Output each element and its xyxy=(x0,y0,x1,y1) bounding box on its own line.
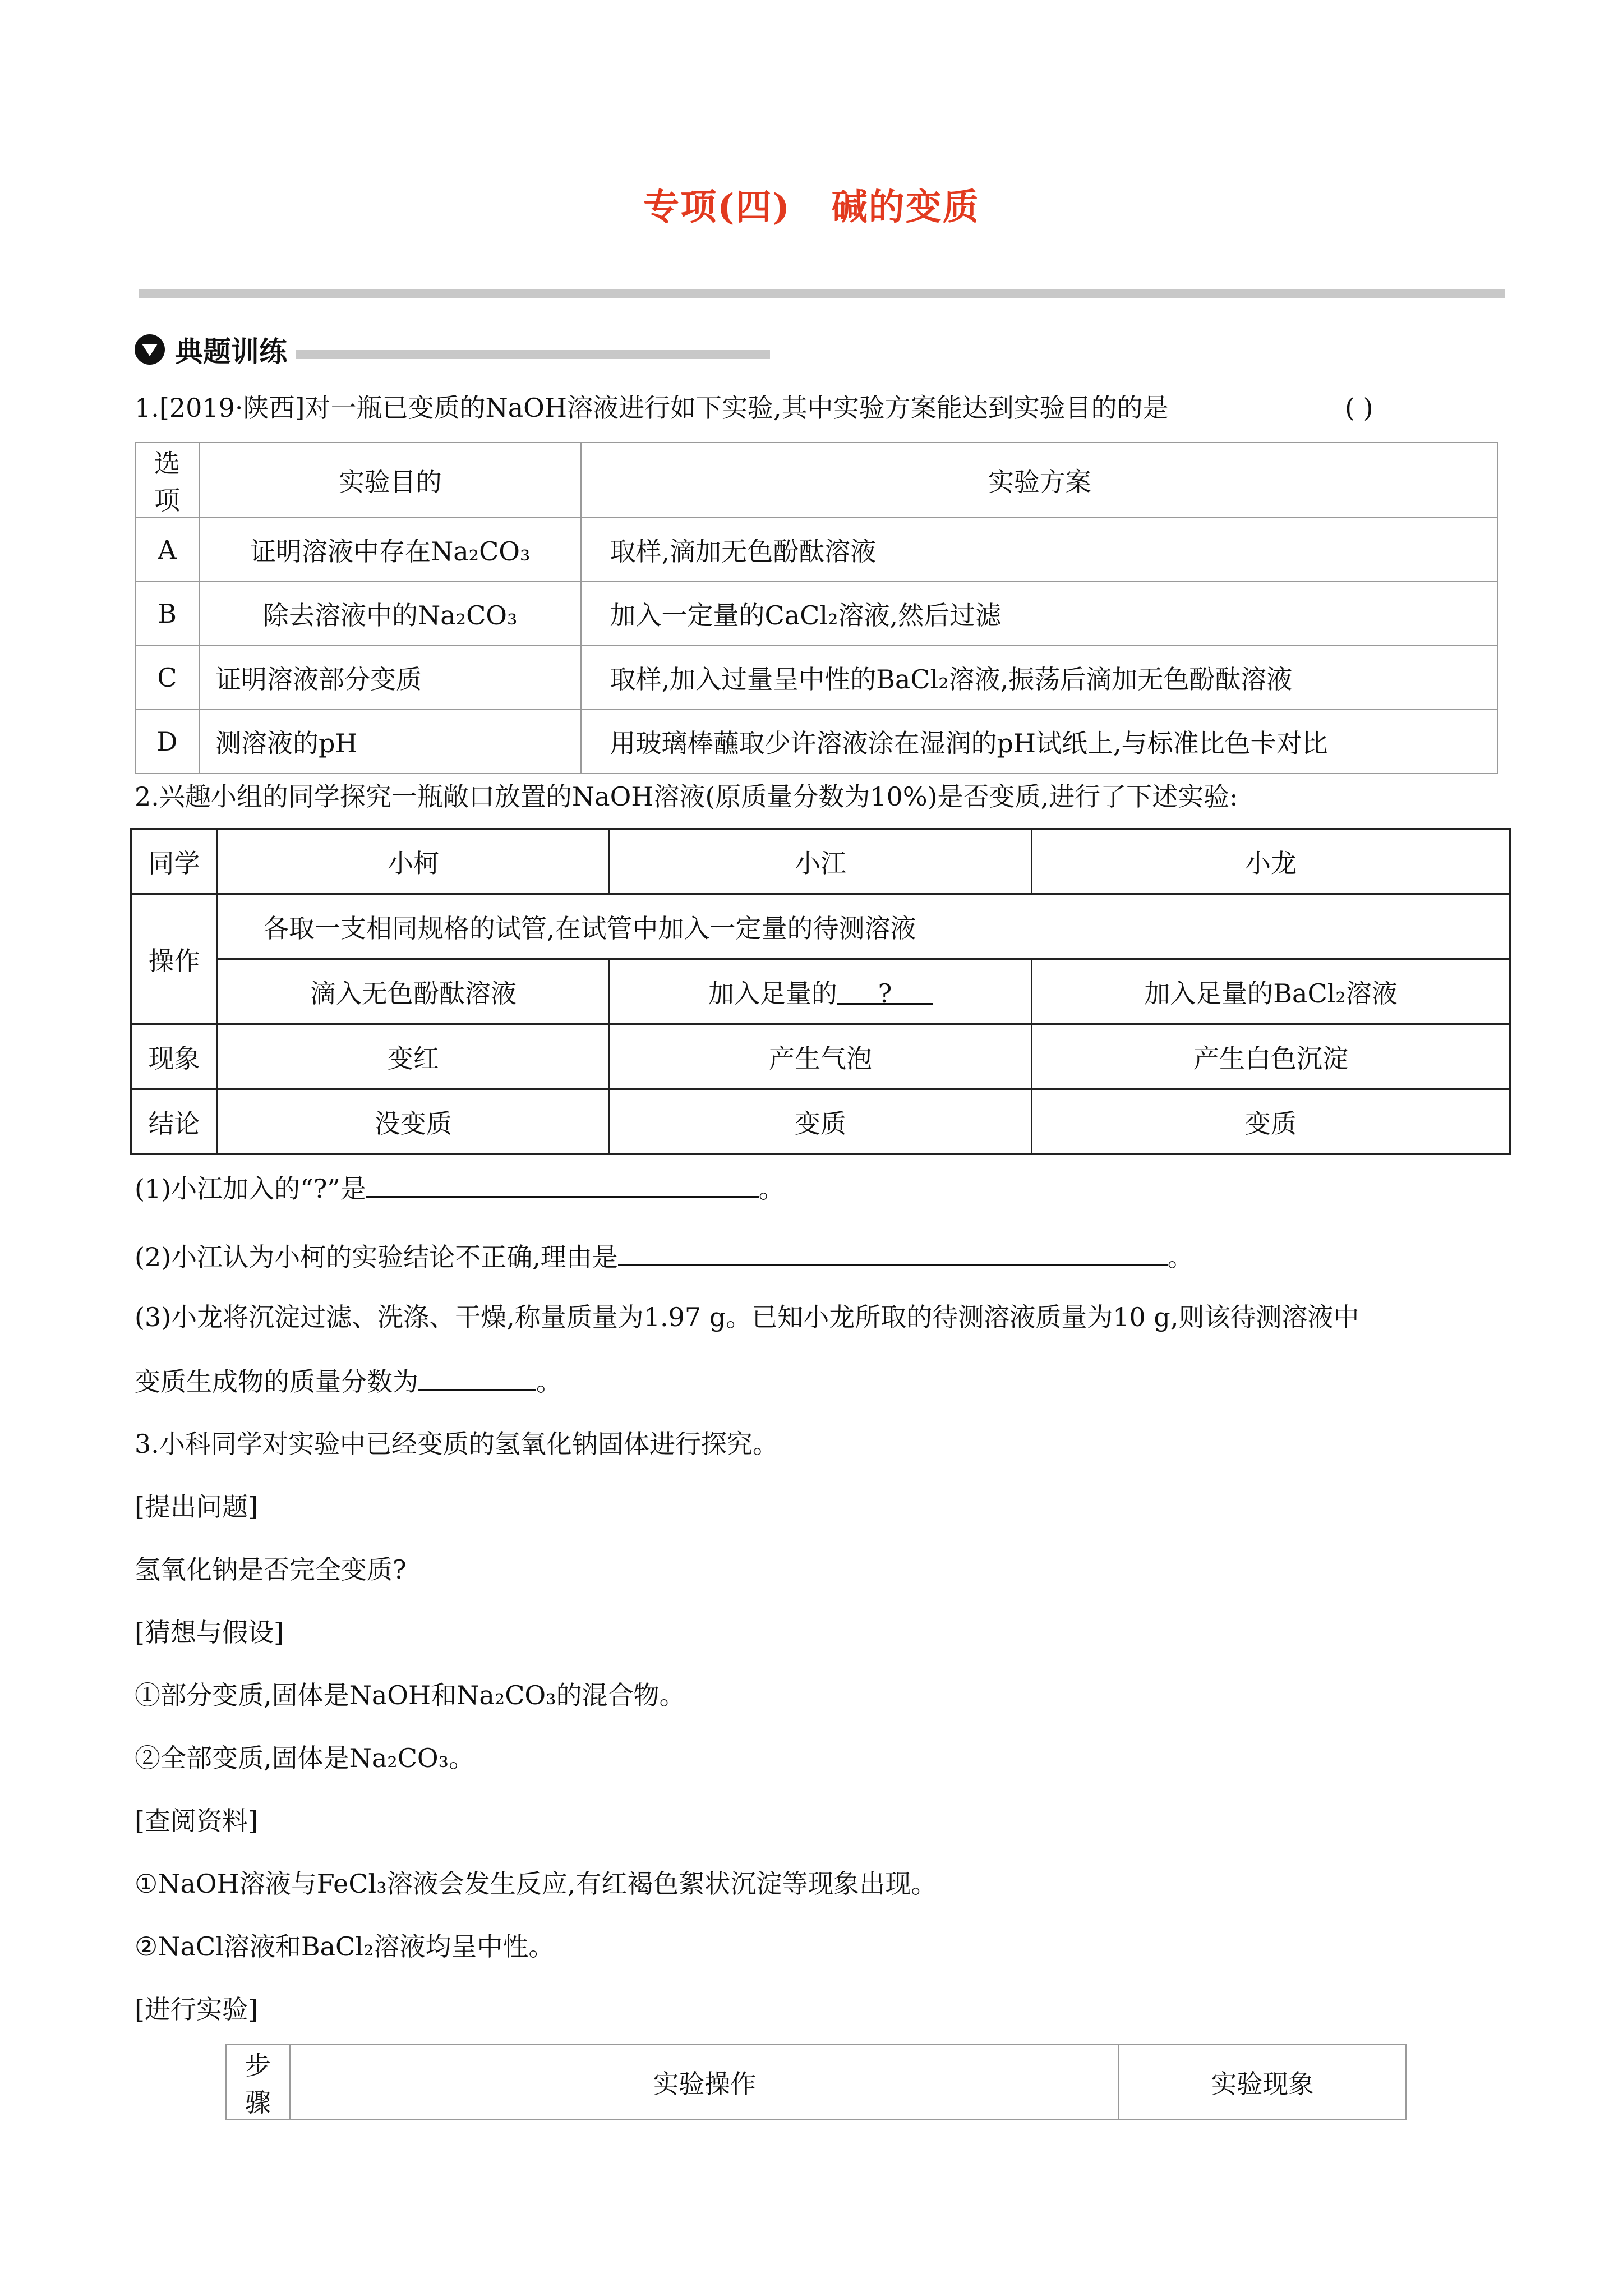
q2-conclusion-ke: 没变质 xyxy=(217,1089,609,1154)
triangle-bullet-icon xyxy=(135,334,165,365)
table-row xyxy=(135,582,1498,646)
q2-stem: 2.兴趣小组的同学探究一瓶敞口放置的NaOH溶液(原质量分数为10%)是否变质,进行了下述实验: xyxy=(135,781,1238,812)
q1-option: A xyxy=(135,518,199,582)
q3-stem: 3.小科同学对实验中已经变质的氢氧化钠固体进行探究。 xyxy=(135,1429,778,1459)
q1-goal: 证明溶液部分变质 xyxy=(199,646,582,710)
q2-sub1-end: 。 xyxy=(758,1174,785,1204)
q3-question: 氢氧化钠是否完全变质? xyxy=(135,1554,407,1585)
q2-header-row xyxy=(131,829,1510,894)
q3-info-1: ①NaOH溶液与FeCl₃溶液会发生反应,有红褐色絮状沉淀等现象出现。 xyxy=(135,1869,937,1899)
title-divider xyxy=(139,289,1505,298)
q3-heading-question: [提出问题] xyxy=(135,1492,258,1522)
section-bar xyxy=(296,350,770,359)
q2-phenomenon-long: 产生白色沉淀 xyxy=(1032,1024,1510,1089)
table-row xyxy=(131,894,1510,959)
q2-op-long: 加入足量的BaCl₂溶液 xyxy=(1032,959,1510,1024)
q2-conclusion-long: 变质 xyxy=(1032,1089,1510,1154)
q2-sub3-text: 变质生成物的质量分数为 xyxy=(135,1366,418,1397)
q2-sub1 xyxy=(135,1171,785,1205)
q1-header-option: 选项 xyxy=(135,443,199,518)
q2-sub2-blank[interactable] xyxy=(618,1240,1168,1266)
q2-sub2-text: (2)小江认为小柯的实验结论不正确,理由是 xyxy=(135,1242,618,1272)
q2-op-jiang xyxy=(609,959,1031,1024)
q2-name-long: 小龙 xyxy=(1032,829,1510,894)
q3-heading-info: [查阅资料] xyxy=(135,1806,258,1836)
q2-conclusion-jiang: 变质 xyxy=(609,1089,1031,1154)
q1-header-row xyxy=(135,443,1498,518)
q2-name-ke: 小柯 xyxy=(217,829,609,894)
q2-op-common: 各取一支相同规格的试管,在试管中加入一定量的待测溶液 xyxy=(217,894,1510,959)
q3-heading-experiment: [进行实验] xyxy=(135,1994,258,2024)
q1-header-plan: 实验方案 xyxy=(581,443,1498,518)
q3-header-step: 步骤 xyxy=(226,2045,290,2120)
q2-sub1-text: (1)小江加入的“?”是 xyxy=(135,1174,366,1204)
q1-answer-paren: ( ) xyxy=(1345,393,1373,423)
q2-col-student: 同学 xyxy=(131,829,218,894)
q1-option: C xyxy=(135,646,199,710)
q3-header-row xyxy=(226,2045,1406,2120)
q2-sub3-cont xyxy=(135,1364,562,1398)
q2-sub2-end: 。 xyxy=(1167,1242,1193,1272)
q2-sub3-blank[interactable] xyxy=(418,1364,536,1391)
section-label: 典题训练 xyxy=(175,335,287,368)
q2-table xyxy=(130,828,1511,1155)
q3-table xyxy=(225,2044,1407,2120)
table-row xyxy=(135,710,1498,774)
q3-header-operation: 实验操作 xyxy=(290,2045,1119,2120)
q2-sub1-blank[interactable] xyxy=(366,1171,759,1198)
q1-header-goal: 实验目的 xyxy=(199,443,582,518)
q2-col-conclusion: 结论 xyxy=(131,1089,218,1154)
section-header xyxy=(135,330,770,369)
q2-phenomenon-ke: 变红 xyxy=(217,1024,609,1089)
table-row xyxy=(135,646,1498,710)
q1-goal: 测溶液的pH xyxy=(199,710,582,774)
page-title: 专项(四) 碱的变质 xyxy=(643,186,980,228)
q2-col-operation: 操作 xyxy=(131,894,218,1024)
q3-header-phenomenon: 实验现象 xyxy=(1119,2045,1406,2120)
q2-phenomenon-jiang: 产生气泡 xyxy=(609,1024,1031,1089)
q3-heading-hypothesis: [猜想与假设] xyxy=(135,1617,284,1648)
q1-option: B xyxy=(135,582,199,646)
q1-goal: 证明溶液中存在Na₂CO₃ xyxy=(199,518,582,582)
q2-sub3-end: 。 xyxy=(536,1366,562,1397)
q2-sub3: (3)小龙将沉淀过滤、洗涤、干燥,称量质量为1.97 g。已知小龙所取的待测溶液质量为10 g,则该待测溶液中 xyxy=(135,1302,1359,1332)
q1-plan: 取样,加入过量呈中性的BaCl₂溶液,振荡后滴加无色酚酞溶液 xyxy=(581,646,1498,710)
q1-goal: 除去溶液中的Na₂CO₃ xyxy=(199,582,582,646)
q1-stem-text: 1.[2019·陕西]对一瓶已变质的NaOH溶液进行如下实验,其中实验方案能达到实验目的的是 xyxy=(135,393,1169,423)
table-row xyxy=(131,1089,1510,1154)
q1-plan: 加入一定量的CaCl₂溶液,然后过滤 xyxy=(581,582,1498,646)
q3-hypothesis-2: ②全部变质,固体是Na₂CO₃。 xyxy=(135,1743,475,1773)
table-row xyxy=(131,959,1510,1024)
q1-table xyxy=(135,442,1498,774)
q1-plan: 用玻璃棒蘸取少许溶液涂在湿润的pH试纸上,与标准比色卡对比 xyxy=(581,710,1498,774)
q1-option: D xyxy=(135,710,199,774)
q2-blank-mark: ? xyxy=(878,978,892,1009)
q2-op-jiang-blank[interactable] xyxy=(837,978,933,1009)
q2-op-jiang-text: 加入足量的 xyxy=(708,978,837,1009)
q1-plan: 取样,滴加无色酚酞溶液 xyxy=(581,518,1498,582)
q2-name-jiang: 小江 xyxy=(609,829,1031,894)
q3-hypothesis-1: ①部分变质,固体是NaOH和Na₂CO₃的混合物。 xyxy=(135,1680,685,1710)
q1-stem xyxy=(135,391,1169,425)
table-row xyxy=(135,518,1498,582)
q3-info-2: ②NaCl溶液和BaCl₂溶液均呈中性。 xyxy=(135,1931,555,1962)
q2-sub2 xyxy=(135,1240,1193,1274)
q2-op-ke: 滴入无色酚酞溶液 xyxy=(217,959,609,1024)
table-row xyxy=(131,1024,1510,1089)
q2-col-phenomenon: 现象 xyxy=(131,1024,218,1089)
